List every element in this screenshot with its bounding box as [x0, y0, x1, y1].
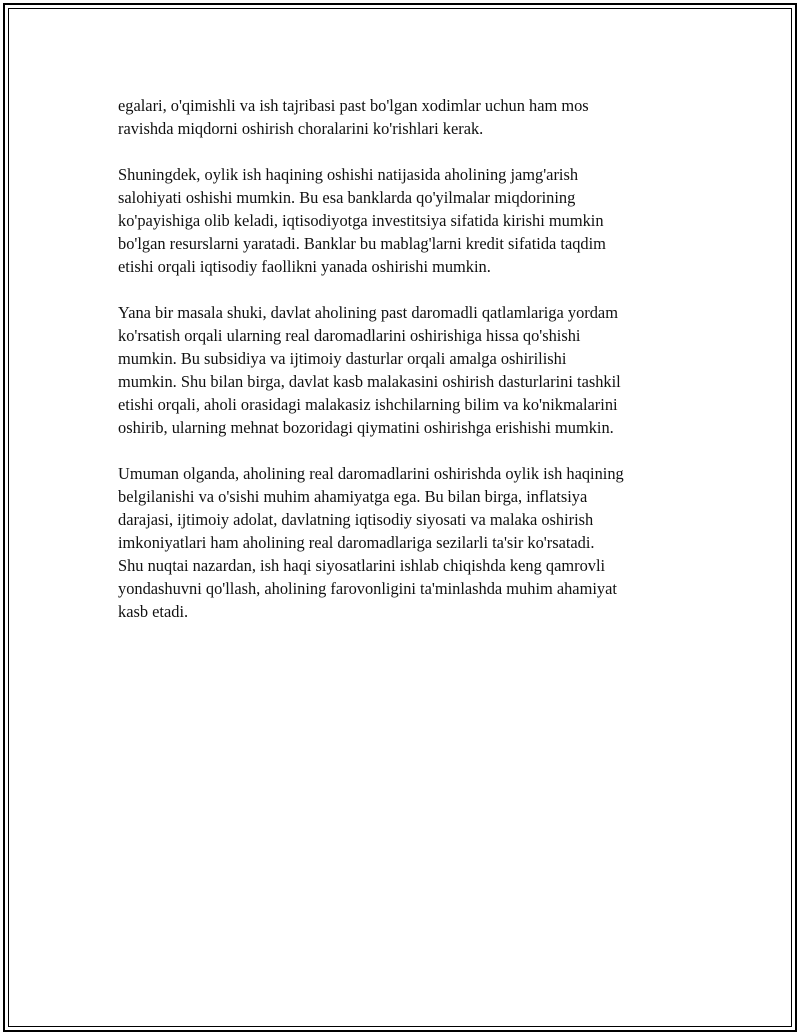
paragraph-1: egalari, o'qimishli va ish tajribasi past bo'lgan xodimlar uchun ham mos ravishda miqdorni oshirish choralarini ko'rishlari kerak. — [118, 96, 589, 138]
paragraph-4: Umuman olganda, aholining real daromadlarini oshirishda oylik ish haqining belgilanishi va o'sishi muhim ahamiyatga ega. Bu bilan birga, inflatsiya darajasi, ijtimoiy adolat, davlatning iqtisodiy siyosati va malaka oshirish imkoniyatlari ham aholining real daromadlariga sezilarli ta'sir ko'rsatadi. Shu nuqtai nazardan, ish haqi siyosatlarini ishlab chiqishda keng qamrovli yondashuvni qo'llash, aholining farovonligini ta'minlashda muhim ahamiyat kasb etadi. — [118, 464, 624, 621]
document-body — [118, 94, 698, 646]
paragraph-3: Yana bir masala shuki, davlat aholining past daromadli qatlamlariga yordam ko'rsatish orqali ularning real daromadlarini oshirishiga hissa qo'shishi mumkin. Bu subsidiya va ijtimoiy dasturlar orqali amalga oshirilishi mumkin. Shu bilan birga, davlat kasb malakasini oshirish dasturlarini tashkil etishi orqali, aholi orasidagi malakasiz ishchilarning bilim va ko'nikmalarini oshirib, ularning mehnat bozoridagi qiymatini oshirishga erishishi mumkin. — [118, 303, 621, 437]
paragraph-2: Shuningdek, oylik ish haqining oshishi natijasida aholining jamg'arish salohiyati oshishi mumkin. Bu esa banklarda qo'yilmalar miqdorining ko'payishiga olib keladi, iqtisodiyotga investitsiya sifatida kirishi mumkin bo'lgan resurslarni yaratadi. Banklar bu mablag'larni kredit sifatida taqdim etishi orqali iqtisodiy faollikni yanada oshirishi mumkin. — [118, 165, 606, 276]
